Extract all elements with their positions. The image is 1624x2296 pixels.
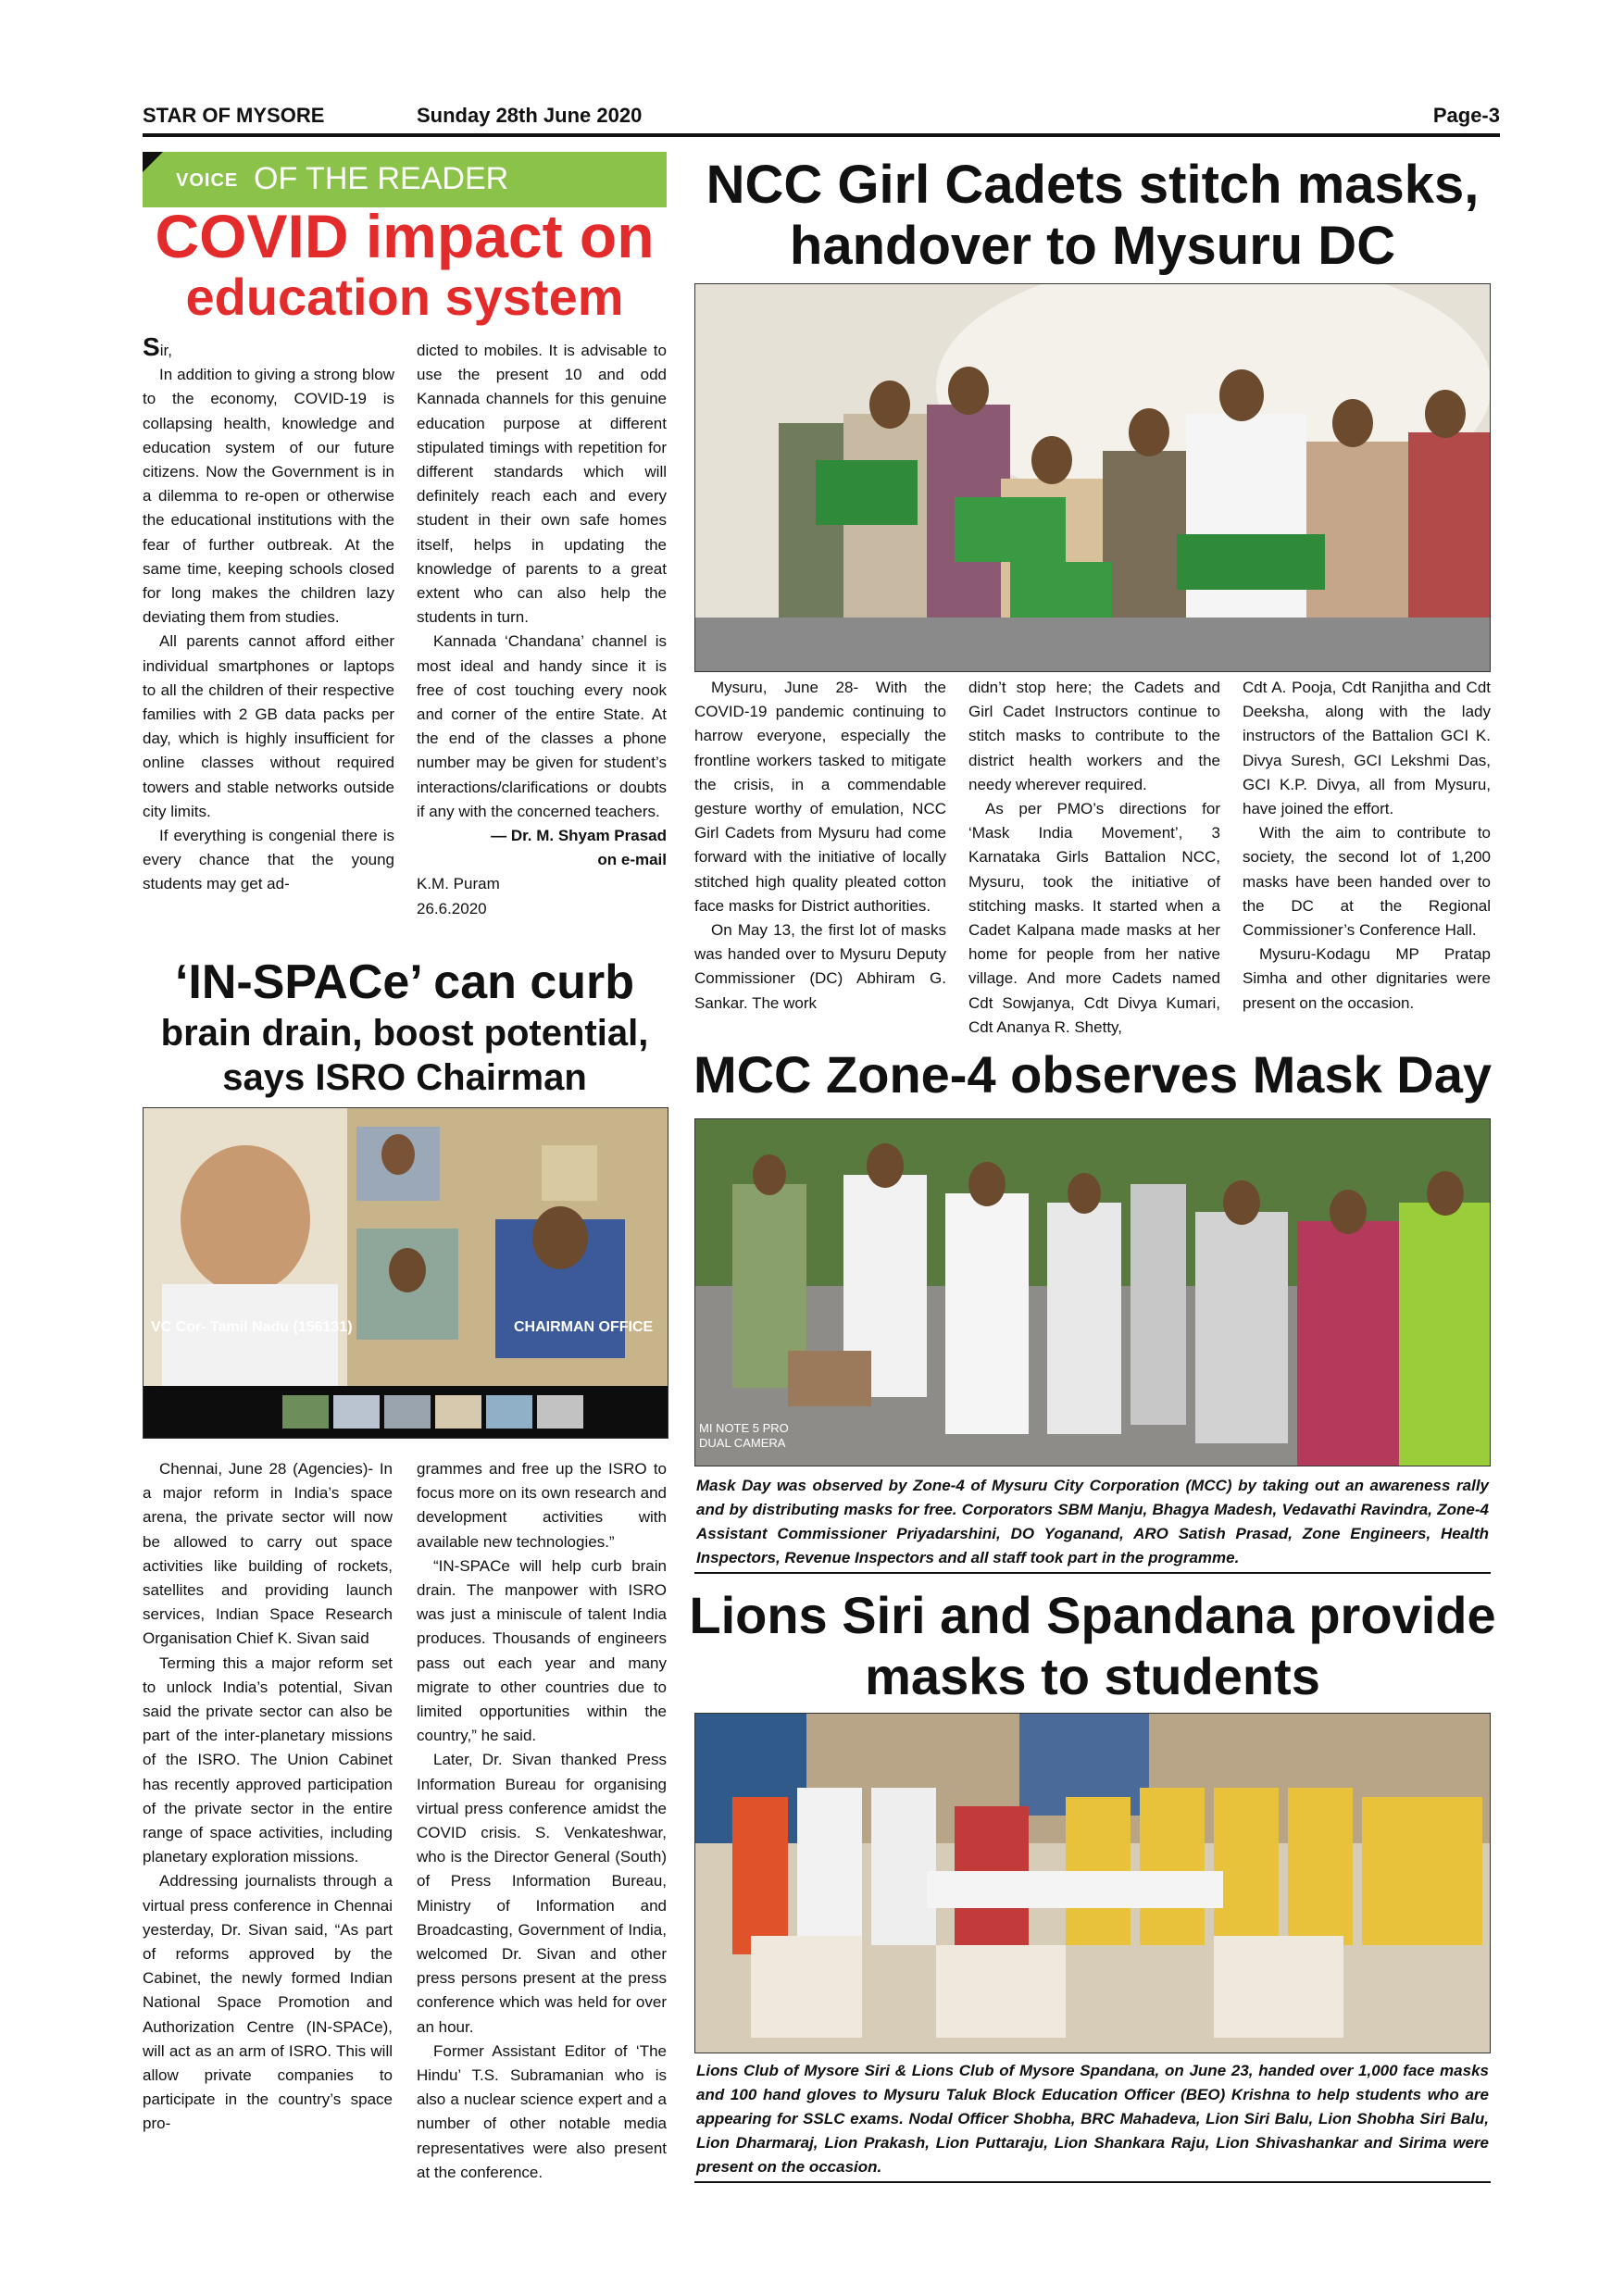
ncc-paragraph: As per PMO’s directions for ‘Mask India Movement’, 3 Karnataka Girls Battalion NCC, Mysuru, took the initiative of stitching masks. It started when a Cadet Kalpana made masks at her home for people from her native village. And more Cadets named Cdt Sowjanya, Cdt Divya Kumari, Cdt Ananya R. Shetty, (968, 800, 1220, 1036)
inspace-photo-art (144, 1108, 668, 1438)
inspace-paragraph: Chennai, June 28 (Agencies)- In a major reform in India’s space arena, the private sector will now be allowed to carry out space activities like building of rockets, satellites and providing launch services, Indian Space Research Organisation Chief K. Sivan said (143, 1460, 393, 1648)
lions-photo-art (695, 1714, 1490, 2053)
inspace-paragraph: Terming this a major reform set to unlock India’s potential, Sivan said the private sector can also be part of the inter-planetary missions of the ISRO. The Union Cabinet has recently approved participation of the private sector in the entire range of space activities, including planetary exploration missions. (143, 1653, 393, 1866)
voice-paragraph: Kannada ‘Chandana’ channel is most ideal and handy since it is free of cost touching every nook and corner of the entire State. At the end of the classes a phone number may be given for student’s interactions/clarifications or doubts if any with the concerned teachers. (417, 632, 667, 820)
ncc-paragraph: didn’t stop here; the Cadets and Girl Cadet Instructors continue to stitch masks to contribute to the district health workers and the needy wherever required. (968, 679, 1220, 793)
inspace-column-2 (417, 1457, 667, 2185)
header-rule (143, 133, 1500, 137)
voice-place: K.M. Puram (417, 875, 500, 893)
mcc-headline: MCC Zone-4 observes Mask Day (693, 1045, 1493, 1104)
ncc-paragraph: On May 13, the first lot of masks was handed over to Mysuru Deputy Commissioner (DC) Abhiram G. Sankar. The work (694, 921, 946, 1012)
mcc-mask-day-photo (694, 1118, 1491, 1466)
masthead-date: Sunday 28th June 2020 (417, 104, 643, 127)
voice-column-1 (143, 332, 394, 897)
ncc-column-1 (694, 676, 946, 1016)
inspace-photo-label-left: VC Cor- Tamil Nadu (156131) (151, 1319, 353, 1335)
masthead-page-number: Page-3 (1432, 104, 1500, 127)
inspace-paragraph: Former Assistant Editor of ‘The Hindu’ T.S. Subramanian who is also a nuclear science expert and a number of other notable media representatives were also present at the conference. (417, 2041, 667, 2181)
inspace-video-conference-photo (143, 1107, 668, 1439)
ncc-paragraph: Mysuru, June 28- With the COVID-19 pandemic continuing to harrow everyone, especially the frontline workers tasked to mitigate the crisis, in a commendable gesture worthy of emulation, NCC Girl Cadets from Mysuru had come forward with the initiative of locally stitched high quality pleated cotton face masks for District authorities. (694, 679, 946, 915)
inspace-headline-line1: ‘IN-SPACe’ can curb (174, 955, 635, 1009)
inspace-paragraph: Addressing journalists through a virtual press conference in Chennai yesterday, Dr. Sivan said, “As part of reforms approved by the Cabinet, the newly formed Indian National Space Promotion and Authorization Centre (IN-SPACe), will act as an arm of ISRO. This will allow private companies to participate in the country’s space pro- (143, 1872, 393, 2133)
voice-tag-small: VOICE (176, 170, 239, 191)
ncc-headline-line1: NCC Girl Cadets stitch masks, (706, 155, 1480, 215)
inspace-paragraph: Later, Dr. Sivan thanked Press Information Bureau for organising virtual press conference amidst the COVID crisis. S. Venkateshwar, who is the Director General (South) of Press Information Bureau, Ministry of Information and Broadcasting, Government of India, welcomed Dr. Sivan and other press persons present at the press conference which was held for over an hour. (417, 1751, 667, 2036)
voice-signature: — Dr. M. Shyam Prasad (491, 827, 667, 845)
ncc-paragraph: Cdt A. Pooja, Cdt Ranjitha and Cdt Deeksha, along with the lady instructors of the Battalion GCI K. Divya Suresh, GCI Lekshmi Das, GCI K.P. Divya, all from Mysuru, have joined the effort. (1243, 679, 1491, 818)
voice-paragraph: dicted to mobiles. It is advisable to use the present 10 and odd Kannada channels for this genuine education purpose at different stipulated timings with repetition for different standards which will definitely reach each and every student in their own safe homes itself, helps in updating the knowledge of parents to a great extent who can also help the students in turn. (417, 342, 667, 627)
ncc-photo-art (695, 284, 1490, 671)
lions-caption-rule (694, 2181, 1491, 2183)
voice-headline-line1: COVID impact on (155, 202, 655, 270)
mcc-photo-caption: Mask Day was observed by Zone-4 of Mysuru City Corporation (MCC) by taking out an awareness rally and by distributing masks for free. Corporators SBM Manju, Bhagya Madesh, Vedavathi Ravindra, Zone-4 Assistant Commissioner Priyadarshini, DO Yoganand, ARO Satish Prasad, Zone Engineers, Health Inspectors, Revenue Inspectors and all staff took part in the programme. (696, 1477, 1489, 1566)
ncc-headline-line2: handover to Mysuru DC (789, 216, 1396, 276)
voice-paragraph: In addition to giving a strong blow to the economy, COVID-19 is collapsing health, knowledge and education system of our future citizens. Now the Government is in a dilemma to re-open or otherwise the educational institutions with the fear of further outbreak. At the same time, keeping schools closed for long makes the children lazy deviating them from studies. (143, 366, 394, 627)
voice-banner (143, 152, 667, 207)
mcc-camera-watermark: MI NOTE 5 PRO DUAL CAMERA (699, 1421, 789, 1450)
inspace-headline-line3: says ISRO Chairman (222, 1057, 587, 1098)
ncc-column-2 (968, 676, 1220, 1040)
voice-paragraph: All parents cannot afford either individual smartphones or laptops to all the children of their respective families with 2 GB data packs per day, which is highly insufficient for online classes without required towers and stable networks outside city limits. (143, 632, 394, 820)
inspace-column-1 (143, 1457, 393, 2137)
inspace-photo-label-right: CHAIRMAN OFFICE (514, 1319, 654, 1335)
voice-signature-via: on e-mail (597, 851, 667, 869)
voice-tag-large: OF THE READER (254, 161, 509, 196)
lions-masks-photo (694, 1713, 1491, 2053)
ncc-column-3 (1243, 676, 1491, 1016)
voice-column-2 (417, 339, 667, 921)
voice-letter-date: 26.6.2020 (417, 899, 487, 917)
ncc-cadets-photo (694, 283, 1491, 672)
lions-photo-caption: Lions Club of Mysore Siri & Lions Club of Mysore Spandana, on June 23, handed over 1,000 face masks and 100 hand gloves to Mysuru Taluk Block Education Officer (BEO) Krishna to help students who are appearing for SSLC exams. Nodal Officer Shobha, BRC Mahadeva, Lion Siri Balu, Lion Shobha Siri Balu, Lion Dharmaraj, Lion Prakash, Lion Puttaraju, Lion Shankara Raju, Lion Shivashankar and Sirima were present on the occasion. (696, 2062, 1489, 2176)
voice-paragraph: If everything is congenial there is every chance that the young students may get ad- (143, 827, 394, 893)
mcc-photo-art (695, 1119, 1490, 1466)
mcc-caption-rule (694, 1572, 1491, 1574)
voice-drop-letter: S (143, 332, 160, 361)
ncc-paragraph: Mysuru-Kodagu MP Pratap Simha and other dignitaries were present on the occasion. (1243, 945, 1491, 1012)
voice-headline-line2: education system (185, 268, 624, 326)
inspace-headline-line2: brain drain, boost potential, (160, 1013, 649, 1054)
inspace-paragraph: grammes and free up the ISRO to focus more on its own research and development activities with available new technologies.” (417, 1460, 667, 1551)
voice-corner-triangle (143, 152, 163, 172)
ncc-paragraph: With the aim to contribute to society, the second lot of 1,200 masks have been handed over to the DC at the Regional Commissioner’s Conference Hall. (1243, 824, 1491, 940)
lions-headline-line2: masks to students (865, 1647, 1320, 1705)
lions-headline-line1: Lions Siri and Spandana provide (689, 1586, 1496, 1644)
inspace-paragraph: “IN-SPACe will help curb brain drain. The manpower with ISRO was just a miniscule of talent India produces. Thousands of engineers pass out each year and many migrate to other countries due to limited opportunities within the country,” he said. (417, 1556, 667, 1745)
voice-salutation: Sir, (143, 332, 172, 361)
masthead-paper-name: STAR OF MYSORE (143, 104, 325, 127)
